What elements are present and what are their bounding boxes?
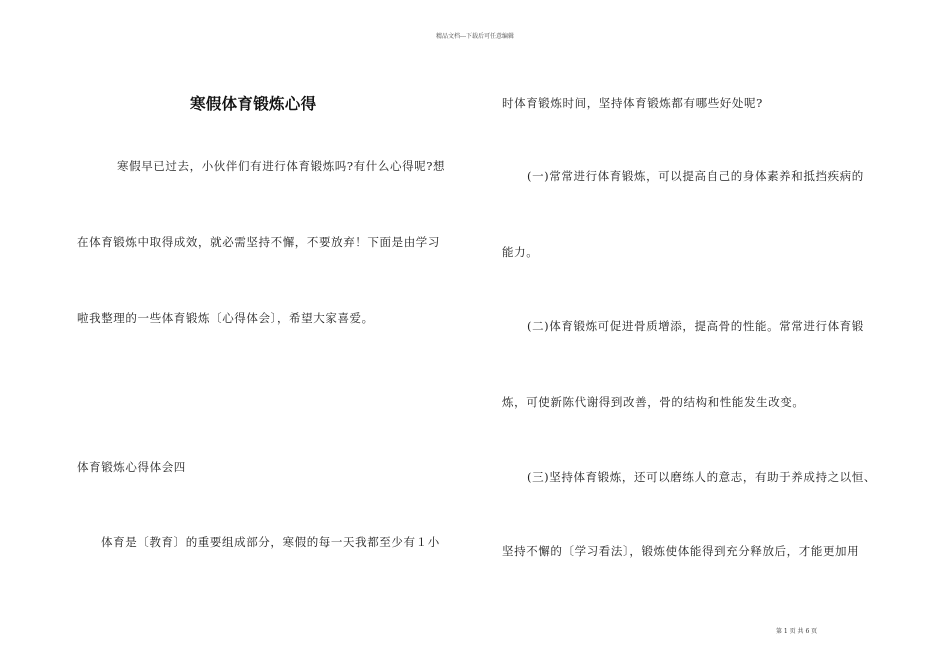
right-line-6: (三)坚持体育锻炼，还可以磨练人的意志，有助于养成持之以恒、 <box>527 470 876 484</box>
paragraph-line: 体育是〔教育〕的重要组成部分，寒假的每一天我都至少有１小 <box>101 535 440 549</box>
right-line-2: (一)常常进行体育锻炼，可以提高自己的身体素养和抵挡疾病的 <box>527 169 864 183</box>
intro-line-1: 寒假早已过去，小伙伴们有进行体育锻炼吗?有什么心得呢?想 <box>117 159 446 173</box>
right-line-7: 坚持不懈的〔学习看法〕，锻炼使体能得到充分释放后，才能更加用 <box>502 544 860 558</box>
intro-line-2: 在体育锻炼中取得成效，就必需坚持不懈，不要放弃！下面是由学习 <box>77 235 440 249</box>
right-line-1: 时体育锻炼时间，坚持体育锻炼都有哪些好处呢? <box>502 96 763 110</box>
right-line-4: (二)体育锻炼可促进骨质增添，提高骨的性能。常常进行体育锻 <box>527 319 864 333</box>
page-number-footer: 第 1 页 共 6 页 <box>776 628 818 635</box>
page-header: 精品文档---下载后可任意编辑 <box>435 33 515 40</box>
document-title: 寒假体育锻炼心得 <box>190 94 317 113</box>
right-line-3: 能力。 <box>502 245 539 259</box>
intro-line-3: 啦我整理的一些体育锻炼〔心得体会〕，希望大家喜爱。 <box>77 311 374 325</box>
right-line-5: 炼，可使新陈代谢得到改善，骨的结构和性能发生改变。 <box>502 395 805 409</box>
section-subheading: 体育锻炼心得体会四 <box>77 460 186 474</box>
